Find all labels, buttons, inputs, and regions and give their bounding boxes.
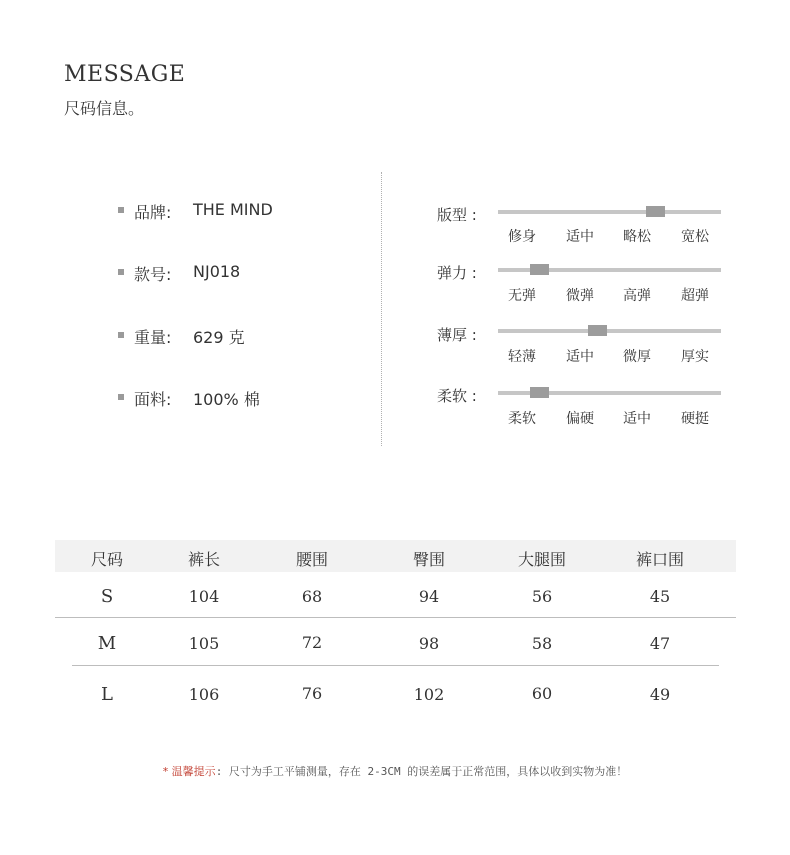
bullet-square-icon	[118, 207, 124, 213]
bullet-square-icon	[118, 332, 124, 338]
info-value: NJ018	[193, 262, 241, 281]
scale-option: 厚实	[681, 349, 709, 365]
column-header: 裤口围	[635, 550, 684, 569]
scale-option: 硬挺	[681, 411, 709, 427]
scale-option: 柔软	[508, 411, 536, 427]
scale-option: 宽松	[681, 229, 709, 245]
column-header: 腰围	[295, 550, 328, 569]
scale-option: 适中	[566, 229, 594, 245]
table-cell-size: M	[97, 633, 117, 654]
table-cell: 72	[301, 633, 323, 652]
table-row-divider	[55, 617, 736, 618]
measurement-note	[0, 763, 790, 779]
section-title: MESSAGE	[64, 62, 186, 87]
scale-option: 适中	[623, 411, 651, 427]
scale-option: 适中	[566, 349, 594, 365]
table-cell: 94	[418, 587, 440, 606]
attr-label-fit: 版型 :	[437, 206, 477, 224]
elasticity-scale-indicator	[530, 264, 549, 275]
table-cell: 47	[649, 634, 671, 653]
table-cell: 104	[188, 587, 220, 606]
table-cell: 60	[531, 684, 553, 703]
info-label: 面料:	[134, 390, 172, 409]
info-label: 款号:	[134, 265, 172, 284]
scale-option: 微厚	[623, 349, 651, 365]
table-cell: 58	[531, 634, 553, 653]
attr-label-softness: 柔软 :	[437, 387, 477, 405]
scale-option: 高弹	[623, 288, 651, 304]
table-cell-size: L	[101, 684, 113, 705]
fit-scale-indicator	[646, 206, 665, 217]
note-warning-label: * 温馨提示	[162, 765, 216, 778]
scale-option: 超弹	[681, 288, 709, 304]
table-cell: 98	[418, 634, 440, 653]
scale-option: 微弹	[566, 288, 594, 304]
info-value: 629 克	[193, 328, 245, 347]
table-cell: 102	[413, 685, 445, 704]
info-label: 重量:	[134, 328, 172, 347]
softness-scale-indicator	[530, 387, 549, 398]
attr-label-elasticity: 弹力 :	[437, 264, 477, 282]
table-cell: 49	[649, 685, 671, 704]
scale-option: 无弹	[508, 288, 536, 304]
table-cell: 56	[531, 587, 553, 606]
note-text: : 尺寸为手工平铺测量，存在 2-3CM 的误差属于正常范围，具体以收到实物为准！	[215, 765, 628, 778]
vertical-divider	[381, 172, 382, 446]
column-header: 大腿围	[517, 550, 566, 569]
scale-option: 修身	[508, 229, 536, 245]
table-cell: 105	[188, 634, 220, 653]
attr-label-thickness: 薄厚 :	[437, 326, 477, 344]
scale-option: 轻薄	[508, 349, 536, 365]
fit-scale-track	[498, 210, 721, 214]
bullet-square-icon	[118, 269, 124, 275]
info-value: 100% 棉	[193, 390, 260, 409]
info-value: THE MIND	[193, 200, 273, 219]
table-row-divider	[72, 665, 719, 666]
section-subtitle: 尺码信息。	[64, 99, 145, 118]
bullet-square-icon	[118, 394, 124, 400]
column-header: 臀围	[412, 550, 445, 569]
table-cell: 45	[649, 587, 671, 606]
thickness-scale-track	[498, 329, 721, 333]
scale-option: 偏硬	[566, 411, 594, 427]
table-cell: 76	[301, 684, 323, 703]
table-cell: 106	[188, 685, 220, 704]
table-cell: 68	[301, 587, 323, 606]
table-cell-size: S	[100, 586, 114, 607]
scale-option: 略松	[623, 229, 651, 245]
column-header: 尺码	[90, 550, 123, 569]
thickness-scale-indicator	[588, 325, 607, 336]
info-label: 品牌:	[134, 203, 172, 222]
column-header: 裤长	[187, 550, 220, 569]
